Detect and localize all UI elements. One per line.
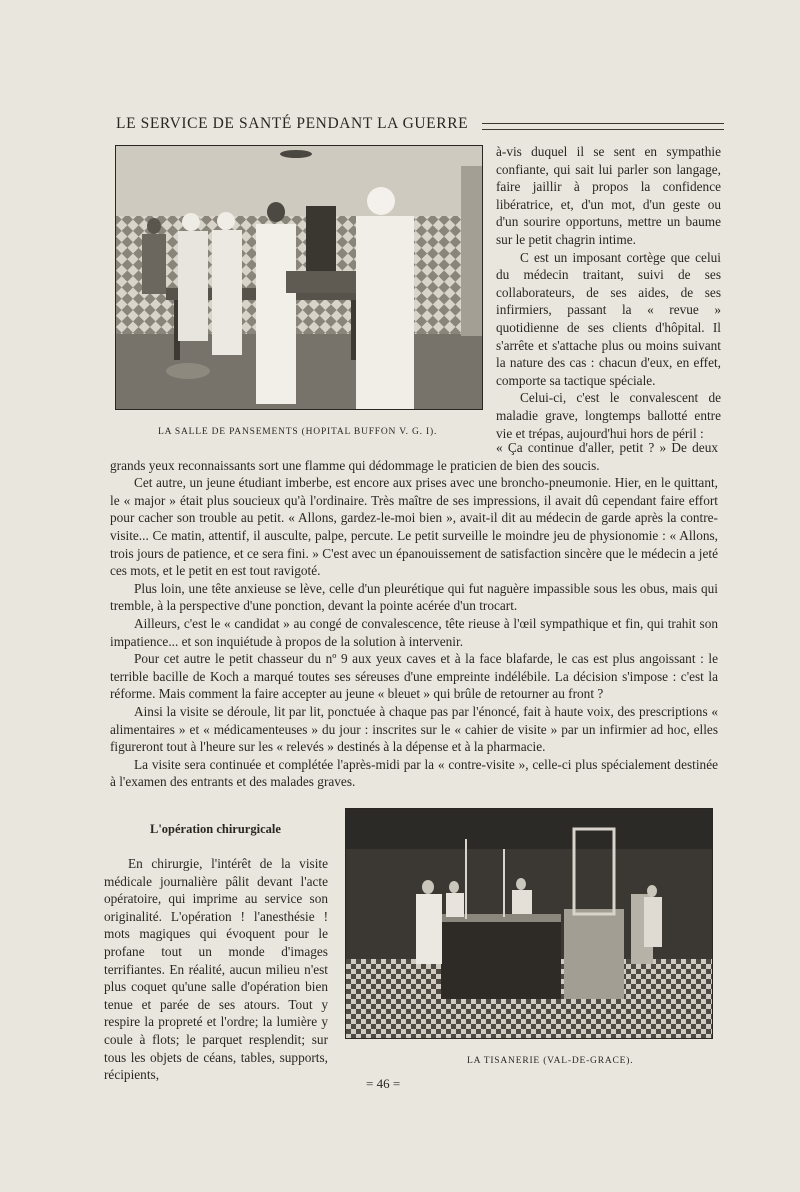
photo-dressing-room: [115, 145, 483, 410]
photo-tisanerie: [345, 808, 713, 1039]
header-rule: [482, 123, 724, 130]
page-number: = 46 =: [366, 1076, 401, 1091]
paragraph: Ailleurs, c'est le « candidat » au congé de convalescence, tête rieuse à l'œil sympathique et fin, qui trahit son impatience... et son inquiétude à propos de la solution à intervenir.: [110, 615, 718, 649]
running-header: [116, 112, 724, 136]
paragraph: « Ça continue d'aller, petit ? » De deux grands yeux reconnaissants sort une flamme qui dédommage le praticien de bien des soucis.: [110, 440, 718, 473]
running-title: LE SERVICE DE SANTÉ PENDANT LA GUERRE: [116, 115, 469, 132]
paragraph: En chirurgie, l'intérêt de la visite médicale journalière pâlit devant l'acte opératoire, qui imprime au service son originalité. L'opération ! l'anesthésie ! mots magiques qui évoquent pour le profane tout un monde d'images terrifiantes. En réalité, aucun milieu n'est plus coquet qu'une salle d'opération bien tenue et parée de ses atours. Tout y respire la propreté et l'ordre; la lumière y coule à flots; le parquet resplendit; sur tous les objets de céans, tables, supports, récipients,: [104, 856, 328, 1083]
column-text-top: [496, 143, 721, 442]
paragraph: à-vis duquel il se sent en sympathie confiante, qui sait lui parler son langage, faire jaillir à propos la confidence libératrice, et, d'un mot, d'un geste ou d'un sourire opportuns, mettre un baume sur le petit chagrin intime.: [496, 144, 721, 247]
paragraph: C est un imposant cortège que celui du médecin traitant, suivi de ses collaborateurs, de ses aides, de ses infirmiers, passant la « revue » quotidienne de ses clients d'hôpital. Il s'arrête et s'attache plus ou moins suivant la nature des cas : chacun d'eux, en effet, comporte sa tactique spéciale.: [496, 249, 721, 388]
section2-text: [104, 855, 328, 1084]
paragraph: La visite sera continuée et complétée l'après-midi par la « contre-visite », celle-ci plus spécialement destinée à l'examen des entrants et des malades graves.: [110, 756, 718, 790]
paragraph: Plus loin, une tête anxieuse se lève, celle d'un pleurétique qui fut naguère impassible sous les obus, mais qui tremble, à la perspective d'une ponction, devant la pointe acérée d'un trocart.: [110, 580, 718, 614]
paragraph: Cet autre, un jeune étudiant imberbe, est encore aux prises avec une broncho-pneumonie. Hier, en le quittant, le « major » était plus soucieux qu'à l'ordinaire. Très maître de ses impressions, il avait dû cependant faire effort pour cacher son trouble au petit. « Allons, gardez-le-moi bien », avait-il dit au médecin de garde après la contre-visite... Ce matin, attentif, il ausculte, palpe, percute. Le petit surveille le moindre jeu de physionomie : « Allons, trois jours de patience, et ce sera fini. » C'est avec un épanouissement de satisfaction sincère que le médecin a jeté ces mots, et le petit en est tout ravigoté.: [110, 475, 718, 579]
figure1-caption: LA SALLE DE PANSEMENTS (HOPITAL BUFFON V. G. I).: [158, 427, 438, 437]
section-heading: L'opération chirurgicale: [150, 822, 281, 836]
paragraph: Ainsi la visite se déroule, lit par lit, ponctuée à chaque pas par l'énoncé, fait à haute voix, des prescriptions « alimentaires » et « médicamenteuses » du jour : inscrites sur le « cahier de visite » par un infirmier ad hoc, elles figureront tout à l'heure sur les « relevés » destinés à la dépense et à la pharmacie.: [110, 703, 718, 755]
paragraph: Celui-ci, c'est le convalescent de maladie grave, longtemps ballotté entre vie et trépas, aujourd'hui hors de péril :: [496, 390, 721, 441]
body-text-full: [110, 439, 718, 791]
paragraph: Pour cet autre le petit chasseur du nº 9 aux yeux caves et à la face blafarde, le cas est plus angoissant : le terrible bacille de Koch a marqué toutes ses séreuses d'une empreinte indélébile. La décision s'impose : c'est la réforme. Mais comment la faire accepter au jeune « bleuet » qui brûle de retourner au front ?: [110, 651, 718, 702]
figure2-caption: LA TISANERIE (VAL-DE-GRACE).: [467, 1056, 634, 1066]
